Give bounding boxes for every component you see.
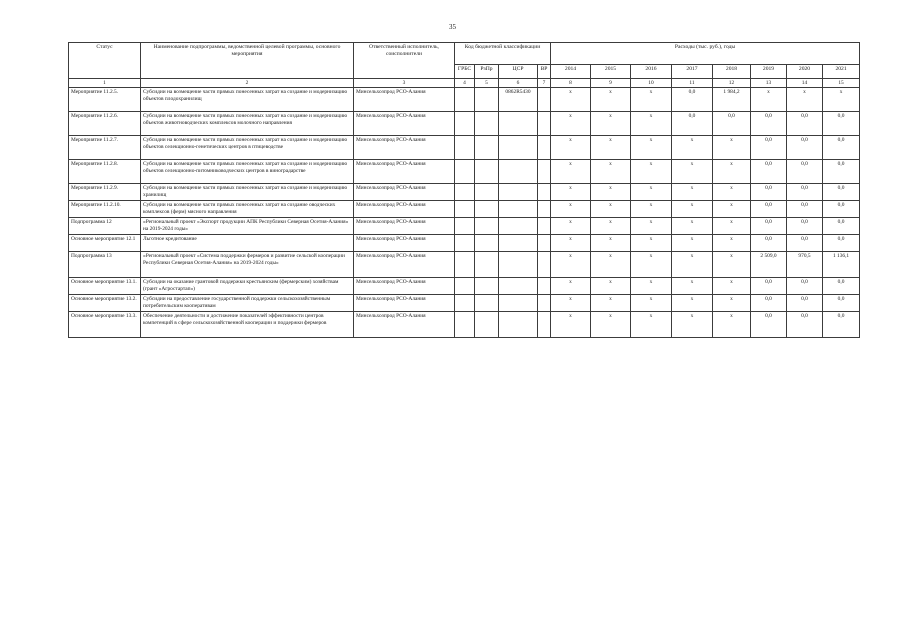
row-expense-2018: х: [713, 278, 751, 295]
row-executor: Минсельхозпрод РСО-Алания: [354, 112, 455, 136]
row-name: Субсидии на оказание грантовой поддержки крестьянским (фермерским) хозяйствам (грант «Агростартап»): [141, 278, 354, 295]
row-expense-2018: х: [713, 295, 751, 312]
row-expense-2017: х: [672, 160, 713, 184]
row-expense-2015: х: [591, 252, 631, 278]
row-rzpr: [475, 88, 499, 112]
row-vr: [538, 112, 551, 136]
row-expense-2021: 0,0: [823, 136, 860, 160]
row-expense-2019: 0,0: [751, 160, 787, 184]
row-expense-2019: 0,0: [751, 112, 787, 136]
row-expense-2014: х: [551, 252, 591, 278]
header-year: 2015: [591, 65, 631, 79]
row-grbs: [455, 112, 475, 136]
header-csr: ЦСР: [499, 65, 538, 79]
row-executor: Минсельхозпрод РСО-Алания: [354, 278, 455, 295]
row-expense-2020: 0,0: [787, 235, 823, 252]
row-status: Мероприятие 11.2.8.: [69, 160, 141, 184]
header-year: 2019: [751, 65, 787, 79]
row-csr: [499, 160, 538, 184]
row-vr: [538, 160, 551, 184]
row-grbs: [455, 218, 475, 235]
row-expense-2016: х: [631, 312, 672, 338]
row-expense-2016: х: [631, 160, 672, 184]
header-year: 2020: [787, 65, 823, 79]
row-name: Субсидии на возмещение части прямых понесенных затрат на создание и модернизацию объектов плодохранилищ: [141, 88, 354, 112]
row-rzpr: [475, 278, 499, 295]
row-grbs: [455, 235, 475, 252]
row-vr: [538, 88, 551, 112]
table-row: [69, 184, 860, 201]
row-expense-2016: х: [631, 184, 672, 201]
row-expense-2018: х: [713, 252, 751, 278]
row-expense-2021: 0,0: [823, 201, 860, 218]
row-name: «Региональный проект «Экспорт продукции АПК Республики Северная Осетия-Алания» на 2019-2024 годы»: [141, 218, 354, 235]
column-number: 1: [69, 79, 141, 88]
row-expense-2020: 0,0: [787, 184, 823, 201]
row-expense-2019: 0,0: [751, 295, 787, 312]
row-name: Субсидии на возмещение части прямых понесенных затрат на создание и модернизацию объектов животноводческих комплексов молочного направления: [141, 112, 354, 136]
header-expenses: Расходы (тыс. руб.), годы: [551, 43, 860, 65]
row-expense-2014: х: [551, 136, 591, 160]
row-expense-2018: 0,0: [713, 112, 751, 136]
table-row: [69, 252, 860, 278]
table-row: [69, 201, 860, 218]
row-rzpr: [475, 235, 499, 252]
row-expense-2018: 1 984,2: [713, 88, 751, 112]
row-expense-2018: х: [713, 235, 751, 252]
column-number: 5: [475, 79, 499, 88]
row-csr: [499, 201, 538, 218]
row-grbs: [455, 88, 475, 112]
row-status: Подпрограмма 13: [69, 252, 141, 278]
row-expense-2016: х: [631, 252, 672, 278]
row-grbs: [455, 312, 475, 338]
header-executor: Ответственный исполнитель, соисполнители: [354, 43, 455, 79]
row-expense-2016: х: [631, 235, 672, 252]
column-number: 13: [751, 79, 787, 88]
column-number: 2: [141, 79, 354, 88]
row-expense-2019: 0,0: [751, 136, 787, 160]
page-number: 35: [449, 23, 456, 31]
row-expense-2018: х: [713, 136, 751, 160]
row-executor: Минсельхозпрод РСО-Алания: [354, 160, 455, 184]
row-name: Обеспечение деятельности и достижение показателей эффективности центров компетенций в сфере сельскохозяйственной кооперации и поддержки фермеров: [141, 312, 354, 338]
row-executor: Минсельхозпрод РСО-Алания: [354, 295, 455, 312]
header-year: 2017: [672, 65, 713, 79]
table-row: [69, 112, 860, 136]
row-expense-2014: х: [551, 295, 591, 312]
row-expense-2019: 0,0: [751, 201, 787, 218]
row-expense-2017: х: [672, 312, 713, 338]
row-name: Льготное кредитование: [141, 235, 354, 252]
row-rzpr: [475, 112, 499, 136]
row-executor: Минсельхозпрод РСО-Алания: [354, 252, 455, 278]
row-expense-2016: х: [631, 218, 672, 235]
table-row: [69, 235, 860, 252]
row-expense-2019: 0,0: [751, 218, 787, 235]
row-expense-2015: х: [591, 88, 631, 112]
row-expense-2016: х: [631, 88, 672, 112]
row-expense-2017: х: [672, 278, 713, 295]
row-expense-2021: 0,0: [823, 160, 860, 184]
row-csr: [499, 136, 538, 160]
row-expense-2021: 1 136,1: [823, 252, 860, 278]
row-rzpr: [475, 312, 499, 338]
row-csr: [499, 252, 538, 278]
row-status: Мероприятие 11.2.6.: [69, 112, 141, 136]
header-rzpr: РзПр: [475, 65, 499, 79]
row-name: Субсидии на возмещение части прямых понесенных затрат на создание оводческих комплексов (ферм) мясного направления: [141, 201, 354, 218]
row-expense-2020: 0,0: [787, 136, 823, 160]
row-expense-2016: х: [631, 295, 672, 312]
row-executor: Минсельхозпрод РСО-Алания: [354, 88, 455, 112]
row-expense-2015: х: [591, 312, 631, 338]
row-expense-2020: 970,5: [787, 252, 823, 278]
column-number: 9: [591, 79, 631, 88]
row-expense-2017: х: [672, 136, 713, 160]
row-status: Основное мероприятие 13.1.: [69, 278, 141, 295]
row-expense-2018: х: [713, 312, 751, 338]
row-name: «Региональный проект «Система поддержки фермеров и развитие сельской кооперации Республики Северная Осетия-Алания» на 2019-2024 годы»: [141, 252, 354, 278]
budget-table: [68, 42, 860, 338]
row-grbs: [455, 252, 475, 278]
row-status: Основное мероприятие 12.1: [69, 235, 141, 252]
row-vr: [538, 278, 551, 295]
row-expense-2018: х: [713, 160, 751, 184]
row-expense-2018: х: [713, 184, 751, 201]
row-name: Субсидии на возмещение части прямых понесенных затрат на создание и модернизацию объектов селекционно-питомниководческих центров в виноградарстве: [141, 160, 354, 184]
row-status: Мероприятие 11.2.10.: [69, 201, 141, 218]
row-csr: [499, 218, 538, 235]
row-vr: [538, 295, 551, 312]
row-expense-2019: 0,0: [751, 184, 787, 201]
row-expense-2020: 0,0: [787, 218, 823, 235]
row-executor: Минсельхозпрод РСО-Алания: [354, 136, 455, 160]
header-code: Код бюджетной классификации: [455, 43, 551, 65]
table-body: [69, 88, 860, 338]
table-row: [69, 278, 860, 295]
row-executor: Минсельхозпрод РСО-Алания: [354, 201, 455, 218]
row-csr: 0862R5430: [499, 88, 538, 112]
header-year: 2014: [551, 65, 591, 79]
row-expense-2017: х: [672, 235, 713, 252]
row-expense-2021: 0,0: [823, 235, 860, 252]
column-number: 6: [499, 79, 538, 88]
column-number: 4: [455, 79, 475, 88]
row-rzpr: [475, 252, 499, 278]
row-expense-2019: х: [751, 88, 787, 112]
row-vr: [538, 184, 551, 201]
row-expense-2015: х: [591, 235, 631, 252]
row-csr: [499, 295, 538, 312]
row-expense-2019: 0,0: [751, 278, 787, 295]
row-expense-2017: 0,0: [672, 112, 713, 136]
row-grbs: [455, 295, 475, 312]
row-vr: [538, 136, 551, 160]
table-row: [69, 136, 860, 160]
row-expense-2015: х: [591, 201, 631, 218]
row-expense-2019: 0,0: [751, 235, 787, 252]
row-grbs: [455, 278, 475, 295]
row-expense-2020: 0,0: [787, 112, 823, 136]
row-rzpr: [475, 160, 499, 184]
column-number: 11: [672, 79, 713, 88]
row-executor: Минсельхозпрод РСО-Алания: [354, 218, 455, 235]
row-expense-2014: х: [551, 235, 591, 252]
row-expense-2014: х: [551, 278, 591, 295]
row-expense-2021: 0,0: [823, 184, 860, 201]
row-status: Мероприятие 11.2.5.: [69, 88, 141, 112]
row-expense-2015: х: [591, 184, 631, 201]
row-expense-2021: х: [823, 88, 860, 112]
row-vr: [538, 218, 551, 235]
row-expense-2015: х: [591, 136, 631, 160]
row-expense-2014: х: [551, 201, 591, 218]
header-name: Наименование подпрограммы, ведомственной целевой программы, основного мероприятия: [141, 43, 354, 79]
column-number: 14: [787, 79, 823, 88]
row-csr: [499, 278, 538, 295]
row-executor: Минсельхозпрод РСО-Алания: [354, 312, 455, 338]
row-csr: [499, 312, 538, 338]
row-expense-2020: 0,0: [787, 295, 823, 312]
row-grbs: [455, 160, 475, 184]
header-vr: ВР: [538, 65, 551, 79]
row-expense-2019: 0,0: [751, 312, 787, 338]
row-grbs: [455, 136, 475, 160]
row-expense-2021: 0,0: [823, 112, 860, 136]
row-csr: [499, 235, 538, 252]
table-row: [69, 312, 860, 338]
row-expense-2016: х: [631, 136, 672, 160]
row-status: Основное мероприятие 13.3.: [69, 312, 141, 338]
row-expense-2014: х: [551, 312, 591, 338]
row-rzpr: [475, 295, 499, 312]
row-name: Субсидии на предоставление государственной поддержки сельскохозяйственным потребительским кооперативам: [141, 295, 354, 312]
row-expense-2015: х: [591, 160, 631, 184]
row-expense-2016: х: [631, 201, 672, 218]
row-grbs: [455, 184, 475, 201]
row-expense-2017: х: [672, 295, 713, 312]
table-row: [69, 160, 860, 184]
row-expense-2020: 0,0: [787, 278, 823, 295]
row-expense-2021: 0,0: [823, 295, 860, 312]
column-number: 15: [823, 79, 860, 88]
row-rzpr: [475, 136, 499, 160]
table-row: [69, 88, 860, 112]
row-expense-2014: х: [551, 160, 591, 184]
row-status: Мероприятие 11.2.9.: [69, 184, 141, 201]
header-year: 2021: [823, 65, 860, 79]
row-expense-2017: х: [672, 201, 713, 218]
row-expense-2018: х: [713, 201, 751, 218]
row-expense-2021: 0,0: [823, 218, 860, 235]
row-expense-2014: х: [551, 88, 591, 112]
row-expense-2016: х: [631, 278, 672, 295]
row-expense-2018: х: [713, 218, 751, 235]
row-vr: [538, 252, 551, 278]
row-expense-2014: х: [551, 218, 591, 235]
row-expense-2017: х: [672, 218, 713, 235]
row-rzpr: [475, 201, 499, 218]
row-expense-2015: х: [591, 278, 631, 295]
table-row: [69, 295, 860, 312]
row-expense-2020: 0,0: [787, 201, 823, 218]
header-year: 2018: [713, 65, 751, 79]
row-vr: [538, 201, 551, 218]
row-name: Субсидии на возмещение части прямых понесенных затрат на создание и модернизацию хранилищ: [141, 184, 354, 201]
row-name: Субсидии на возмещение части прямых понесенных затрат на создание и модернизацию объектов селекционно-генетических центров в птицеводстве: [141, 136, 354, 160]
header-year: 2016: [631, 65, 672, 79]
row-status: Основное мероприятие 13.2.: [69, 295, 141, 312]
row-executor: Минсельхозпрод РСО-Алания: [354, 235, 455, 252]
row-expense-2021: 0,0: [823, 278, 860, 295]
column-number: 12: [713, 79, 751, 88]
column-number: 7: [538, 79, 551, 88]
column-number: 3: [354, 79, 455, 88]
row-status: Подпрограмма 12: [69, 218, 141, 235]
row-expense-2015: х: [591, 112, 631, 136]
row-grbs: [455, 201, 475, 218]
row-expense-2017: х: [672, 252, 713, 278]
row-expense-2015: х: [591, 218, 631, 235]
column-number: 8: [551, 79, 591, 88]
table-row: [69, 218, 860, 235]
row-rzpr: [475, 184, 499, 201]
row-expense-2019: 2 509,0: [751, 252, 787, 278]
row-status: Мероприятие 11.2.7.: [69, 136, 141, 160]
row-executor: Минсельхозпрод РСО-Алания: [354, 184, 455, 201]
row-expense-2014: х: [551, 184, 591, 201]
row-expense-2016: х: [631, 112, 672, 136]
column-number: 10: [631, 79, 672, 88]
row-expense-2020: 0,0: [787, 160, 823, 184]
row-vr: [538, 312, 551, 338]
header-grbs: ГРБС: [455, 65, 475, 79]
row-vr: [538, 235, 551, 252]
row-csr: [499, 184, 538, 201]
row-expense-2017: 0,0: [672, 88, 713, 112]
row-expense-2015: х: [591, 295, 631, 312]
row-rzpr: [475, 218, 499, 235]
row-expense-2021: 0,0: [823, 312, 860, 338]
row-expense-2014: х: [551, 112, 591, 136]
row-csr: [499, 112, 538, 136]
row-expense-2020: 0,0: [787, 312, 823, 338]
row-expense-2017: х: [672, 184, 713, 201]
row-expense-2020: х: [787, 88, 823, 112]
header-status: Статус: [69, 43, 141, 79]
